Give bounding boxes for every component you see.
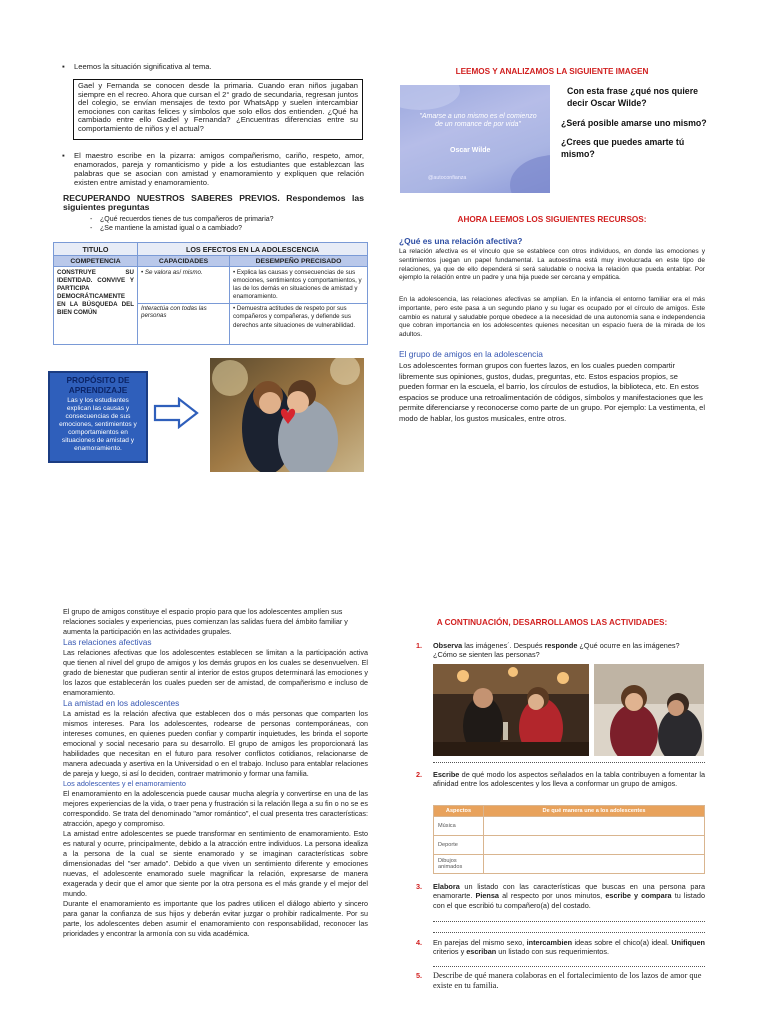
activity-3-number: 3. [416,882,423,891]
recursos-title: AHORA LEEMOS LOS SIGUIENTES RECURSOS: [457,215,647,224]
manera-header: De qué manera une a los adolescentes [484,806,705,817]
aspectos-header: Aspectos [434,806,484,817]
aspectos-table [433,805,705,874]
enamoramiento-text-3: Durante el enamoramiento es importante que los padres utilicen el diálogo abierto y sincero para ganar la confianza de sus hijos y deberán evitar juzgar o prohibir radicalmente. Por su parte, los adolescentes deben asumir el enamoramiento con responsabilidad, reconocer las prioridades y encontrar la armonía con su vida académica. [63,899,368,939]
aspecto-deporte: Deporte [434,836,484,855]
desempeno-2: • Demuestra actitudes de respeto por sus compañeros y compañeras, y defiende sus derechos ante situaciones de vulnerabilidad. [230,303,368,344]
amistad-text: La amistad es la relación afectiva que establecen dos o más personas que comparten los mismos intereses. Para los adolescentes, rodearse de personas contemporáneas, con intereses comunes, en quienes pueden confiar y compartir inquietudes, les brinda el soporte emocional y social necesario para su desarrollo. El grupo de amigos les proporcionará las habilidades que necesitan en el futuro para resolver conflictos cotidianos, relacionarse de manera adecuada y asertiva en la Universidad o en el trabajo. Incluso para entablar relaciones de pareja y luego, si así lo deciden, contraer matrimonio y formar una familia. [63,709,368,779]
activity-5-number: 5. [416,971,423,980]
wilde-question-3: ¿Crees que puedes amarte tú mismo? [561,137,685,160]
adolescencia-text: En la adolescencia, las relaciones afectivas se amplían. En la infancia el entorno familiar era el más importante, pero este pasa a un segundo plano y su lugar es ocupado por el círculo de amigos. Este cambio es natural y saludable porque obedece a la necesidad de una autonomía sana e independencia que cobran importancia en los adolescentes quienes necesitan un espacio fuera de la mirada de los adultos. [399,296,705,339]
answer-line-3a[interactable] [433,916,705,922]
capacidad-2: Interactúa con todas las personas [138,303,230,344]
relacion-afectiva-text: La relación afectiva es el vínculo que se establece con otros individuos, en donde las emociones y sentimientos juegan un papel fundamental. La autoestima está muy involucrada en este tipo de relaciones, ya que de ello dependerá si será saludable o nociva la relación que pueda entablar. Por ejemplo la relación entre un padre y una hija puede ser cercana y empática. [399,248,705,282]
actividades-title: A CONTINUACIÓN, DESARROLLAMOS LAS ACTIVIDADES: [436,618,668,627]
intro-text: El grupo de amigos constituye el espacio propio para que los adolescentes amplíen sus relaciones sociales y experiencias, pues comienzan las salidas fuera del ámbito familiar y aumenta la participación en las actividades grupales. [63,607,348,636]
grupo-amigos-text: Los adolescentes forman grupos con fuertes lazos, en los cuales pueden compartir libremente sus opiniones, gustos, dudas, preguntas, etc. Estos espacios propios, se pueden formar en la escuela, el barrio, los círculos de estudios, la biblioteca, etc. En estos espacios se produce una retroalimentación de códigos, símbolos y manifestaciones que les permite diferenciarse y reconocerse como parte de un grupo. Por ejemplo: La vestimenta, el modo de hablar, los gustos musicales, entre otros. [399,361,705,423]
col-desempeno: DESEMPEÑO PRECISADO [230,256,368,267]
titulo-value: LOS EFECTOS EN LA ADOLESCENCIA [138,243,368,256]
activity-4: 4. En parejas del mismo sexo, intercambien ideas sobre el chico(a) ideal. Unifiquen criterios y escriban un listado con sus requerimientos. [416,938,705,957]
bar-couple-photo [433,664,589,756]
answer-line-3b[interactable] [433,927,705,933]
relaciones-text: Las relaciones afectivas que los adolescentes establecen se limitan a la participación activa que tienen al nivel del grupo de amigos y los demás grupos en los cuales se desenvuelven. El grado de bienestar que pudieran sentir al interior de estos grupos determinará las emociones y los lazos que establecerán los cuales pueden ser de amistad, de compañerismo e incluso de enamoramiento. [63,648,368,698]
answer-line-1[interactable] [433,757,705,763]
col-competencia: COMPETENCIA [54,256,138,267]
bottom-left-column [63,607,368,939]
quote-text: "Amarse a uno mismo es el comienzo de un romance de por vida" [419,113,537,129]
situation-box [73,79,363,140]
situation-text: Gael y Fernanda se conocen desde la primaria. Cuando eran niños jugaban siempre en el recreo. Ahora que cursan el 2° grado de secundaria, regresan juntos del colegio, se envían mensajes de texto por WhatsApp y suelen intercambiar emociones con caritas felices y símbolos que solo ellos dos entienden. ¿Qué ha cambiado entre ello Gadiel y Fernanda? ¿Encuentras diferencias entre su comportamiento de niños y el actual? [78,81,358,133]
arrow-right-icon [153,397,199,429]
answer-deporte[interactable] [484,836,705,855]
bullet-pizarra-text: El maestro escribe en la pizarra: amigos compañerismo, cariño, respeto, amor, enamorados, pareja y romanticismo y pide a los estudiantes que establezcan las palabras que se asocian con amistad y enamoramiento y expliquen que relación existen entre amistad y enamoramiento. [74,151,364,188]
answer-musica[interactable] [484,817,705,836]
wilde-question-2: ¿Será posible amarse uno mismo? [561,117,707,128]
relaciones-heading: Las relaciones afectivas [63,637,152,647]
amistad-heading: La amistad en los adolescentes [63,698,180,709]
proposito-box [48,371,148,463]
oscar-wilde-quote-image [400,85,550,193]
argument-couple-photo [594,664,704,756]
couple-photo [210,358,364,472]
activity-1: 1. Observa las imágenes´. Después responde ¿Qué ocurre en las imágenes? ¿Cómo se sienten las personas? [416,641,680,660]
aspecto-musica: Música [434,817,484,836]
answer-dibujos[interactable] [484,855,705,874]
competencia-cell: CONSTRUYE SU IDENTIDAD. CONVIVE Y PARTICIPA DEMOCRÁTICAMENTE EN LA BÚSQUEDA DEL BIEN COMÚN [54,267,138,345]
aspecto-dibujos: Dibujos animados [434,855,484,874]
competencias-table [53,242,368,345]
proposito-title: PROPÓSITO DE APRENDIZAJE [66,375,130,395]
activity-5-text: Describe de qué manera colaboras en el fortalecimiento de los lazos de amor que existe en tu familia. [433,971,702,991]
titulo-label: TITULO [54,243,138,256]
activity-3: 3. Elabora un listado con las características que buscas en una persona para enamorarte. Piensa al respecto por unos minutos, escribe y compara tu listado con el que escribió tu compañero(a) del costado. [416,882,706,910]
proposito-body: Las y los estudiantes explican las causas y consecuencias de sus emociones, sentimientos y comportamientos en situaciones de amistad y enamoramiento. [59,397,137,453]
enamoramiento-text-2: La amistad entre adolescentes se puede transformar en sentimiento de enamoramiento. Esto es natural y ocurre, principalmente, debido a la atracción entre individuos. La persona idealiza a la persona de la cual se siente enamorado y se imaginan características sobre dimensionadas del "ser amado". Debido a que viven un sentimiento diferente y emociones nuevas, el adolescente enamorado suele magnificar la relación, expresarse de manera exagerada y decir que el amor que siente por la otra persona es el más grande y el mejor del mundo. [63,829,368,899]
activity-4-number: 4. [416,938,423,947]
enamoramiento-heading: Los adolescentes y el enamoramiento [63,779,186,789]
wilde-questions [561,86,711,161]
quote-author: Oscar Wilde [450,147,491,154]
bullet-pizarra: ▪ El maestro escribe en la pizarra: amigos compañerismo, cariño, respeto, amor, enamorados, pareja y romanticismo y pide a los estudiantes que establezcan las palabras que se asocian con amistad y enamoramiento y expliquen que relación existen entre amistad y enamoramiento. [62,151,364,188]
recuperando-heading: RECUPERANDO NUESTROS SABERES PREVIOS. Respondemos las siguientes preguntas [63,193,364,213]
relacion-afectiva-heading: ¿Qué es una relación afectiva? [399,236,523,246]
wilde-question-1: Con esta frase ¿qué nos quiere decir Oscar Wilde? [567,86,699,108]
bullet-situacion: ▪ Leemos la situación significativa al tema. [62,62,212,71]
bullet-situacion-text: Leemos la situación significativa al tema. [74,62,212,71]
col-capacidades: CAPACIDADES [138,256,230,267]
activity-1-number: 1. [416,641,423,650]
activity-2-number: 2. [416,770,423,779]
enamoramiento-text-1: El enamoramiento en la adolescencia puede causar mucha alegría y convertirse en una de las mejores experiencias de la vida, o traer pena y frustración si la relación llega a su fin o no se es correspondido. Se trata del denominado "amor romántico", el cual presenta tres características: atracción, apego y compromiso. [63,789,368,829]
answer-line-4[interactable] [433,961,705,967]
activity-5 [417,971,705,992]
quote-tag: @autoconfianza [428,175,467,181]
previous-question-2: - ¿Se mantiene la amistad igual o a cambiado? [90,224,243,232]
capacidad-1: • Se valora así mismo. [138,267,230,304]
previous-question-1: - ¿Qué recuerdos tienes de tus compañeros de primaria? [90,216,274,223]
grupo-amigos-heading: El grupo de amigos en la adolescencia [399,349,543,359]
desempeno-1: • Explica las causas y consecuencias de sus emociones, sentimientos y comportamientos, y las de los demás en situaciones de amistad y enamoramiento. [230,267,368,304]
leemos-title: LEEMOS Y ANALIZAMOS LA SIGUIENTE IMAGEN [455,67,649,76]
activity-2: 2. Escribe de qué modo los aspectos señalados en la tabla contribuyen a fomentar la afinidad entre los adolescentes y los lleva a conformar un grupo de amigos. [416,770,705,789]
previous-questions [84,216,364,234]
